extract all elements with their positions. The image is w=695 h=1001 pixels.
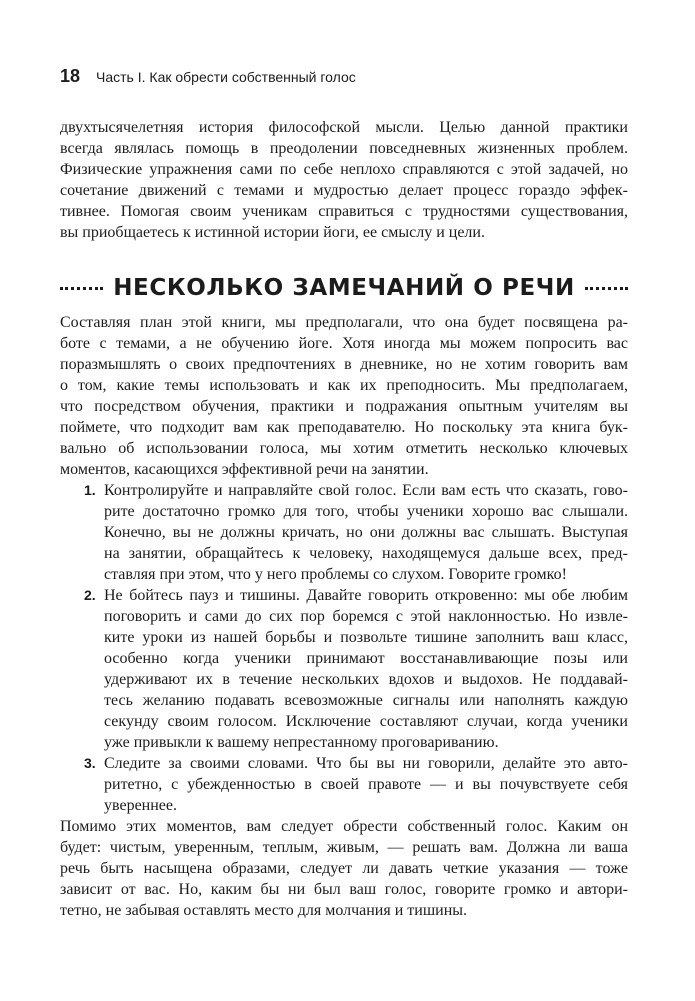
text-line: тивнее. Помогая своим ученикам справиться с трудностями существования,: [60, 203, 628, 220]
text-line: тесь желанию подавать всевозможные сигналы или наполнять каждую: [104, 692, 628, 709]
text-line: Контролируйте и направляйте свой голос. Если вам есть что сказать, гово-: [104, 482, 628, 499]
list-item: [84, 480, 628, 585]
text-line: моментов, касающихся эффективной речи на занятии.: [60, 461, 429, 478]
text-line: Конечно, вы не должны кричать, но они должны вас слышать. Выступая: [104, 524, 628, 541]
page-number: 18: [60, 66, 81, 86]
text-line: поразмышлять о своих предпочтениях в дневнике, но не хотим говорить вам: [60, 356, 628, 373]
text-line: вально об использовании голоса, мы хотим отметить несколько ключевых: [60, 440, 628, 457]
text-line: тетно, не забывая оставлять место для молчания и тишины.: [60, 902, 468, 919]
text-line: что посредством обучения, практики и подражания опытным учителям вы: [60, 398, 628, 415]
dotted-rule-right: [585, 287, 628, 290]
text-line: сочетание движений с темами и мудростью делает процесс гораздо эффек-: [60, 182, 628, 199]
section-heading: НЕСКОЛЬКО ЗАМЕЧАНИЙ О РЕЧИ: [113, 275, 575, 301]
paragraph: [60, 312, 628, 480]
text-line: о том, какие темы использовать и как их преподносить. Мы предполагаем,: [60, 377, 628, 394]
text-line: Физические упражнения сами по себе неплохо справляются с этой задачей, но: [60, 161, 628, 178]
list-item: [84, 753, 628, 816]
text-line: вы приобщаетесь к истинной истории йоги, ее смыслу и цели.: [60, 224, 485, 241]
dotted-rule-left: [60, 287, 103, 290]
text-line: удерживают их в течение нескольких вдохов и выдохов. Не поддавай-: [104, 671, 628, 688]
text-line: ките уроки из нашей борьбы и позвольте тишине заполнить ваш класс,: [104, 629, 628, 646]
section-heading-row: [60, 270, 628, 306]
text-line: поймете, что подходит вам как преподавателю. Но поскольку эта книга бук-: [60, 419, 628, 436]
intro-paragraph: [60, 117, 628, 243]
text-line: ставляя при этом, что у него проблемы со слухом. Говорите громко!: [104, 566, 567, 583]
text-line: всегда являлась помощь в преодолении повседневных жизненных проблем.: [60, 140, 628, 157]
list-number: 3.: [84, 755, 96, 771]
paragraph: [60, 816, 628, 921]
chapter-title: Часть I. Как обрести собственный голос: [96, 69, 356, 85]
list-number: 1.: [84, 482, 96, 498]
text-line: особенно когда ученики принимают восстанавливающие позы или: [104, 650, 628, 667]
text-line: зависит от вас. Но, каким бы ни был ваш голос, говорите громко и автори-: [60, 881, 628, 898]
running-head: [60, 66, 356, 87]
list-number: 2.: [84, 587, 96, 603]
text-line: Следите за своими словами. Что бы вы ни говорили, делайте это авто-: [104, 755, 628, 772]
text-line: речь быть насыщена образами, следует ли давать четкие указания — тоже: [60, 860, 628, 877]
text-line: ритетно, с убежденностью в своей правоте — и вы почувствуете себя: [104, 776, 628, 793]
text-line: боте с темами, а не обучению йоге. Хотя иногда мы можем попросить вас: [60, 335, 628, 352]
list-item: [84, 585, 628, 753]
text-line: Не бойтесь пауз и тишины. Давайте говорить откровенно: мы обе любим: [104, 587, 628, 604]
text-line: секунду своим голосом. Исключение составляют случаи, когда ученики: [104, 713, 628, 730]
text-line: увереннее.: [104, 797, 177, 814]
text-line: уже привыкли к вашему непрестанному проговариванию.: [104, 734, 499, 751]
text-line: Составляя план этой книги, мы предполагали, что она будет посвящена ра-: [60, 314, 628, 331]
text-line: поговорить и сами до сих пор боремся с этой наклонностью. Но извле-: [104, 608, 628, 625]
text-line: на занятии, обращайтесь к человеку, находящемуся дальше всех, пред-: [104, 545, 628, 562]
text-line: Помимо этих моментов, вам следует обрести собственный голос. Каким он: [60, 818, 628, 835]
text-line: двухтысячелетняя история философской мысли. Целью данной практики: [60, 119, 628, 136]
text-line: рите достаточно громко для того, чтобы ученики хорошо вас слышали.: [104, 503, 628, 520]
text-line: будет: чистым, уверенным, теплым, живым, — решать вам. Должна ли ваша: [60, 839, 628, 856]
